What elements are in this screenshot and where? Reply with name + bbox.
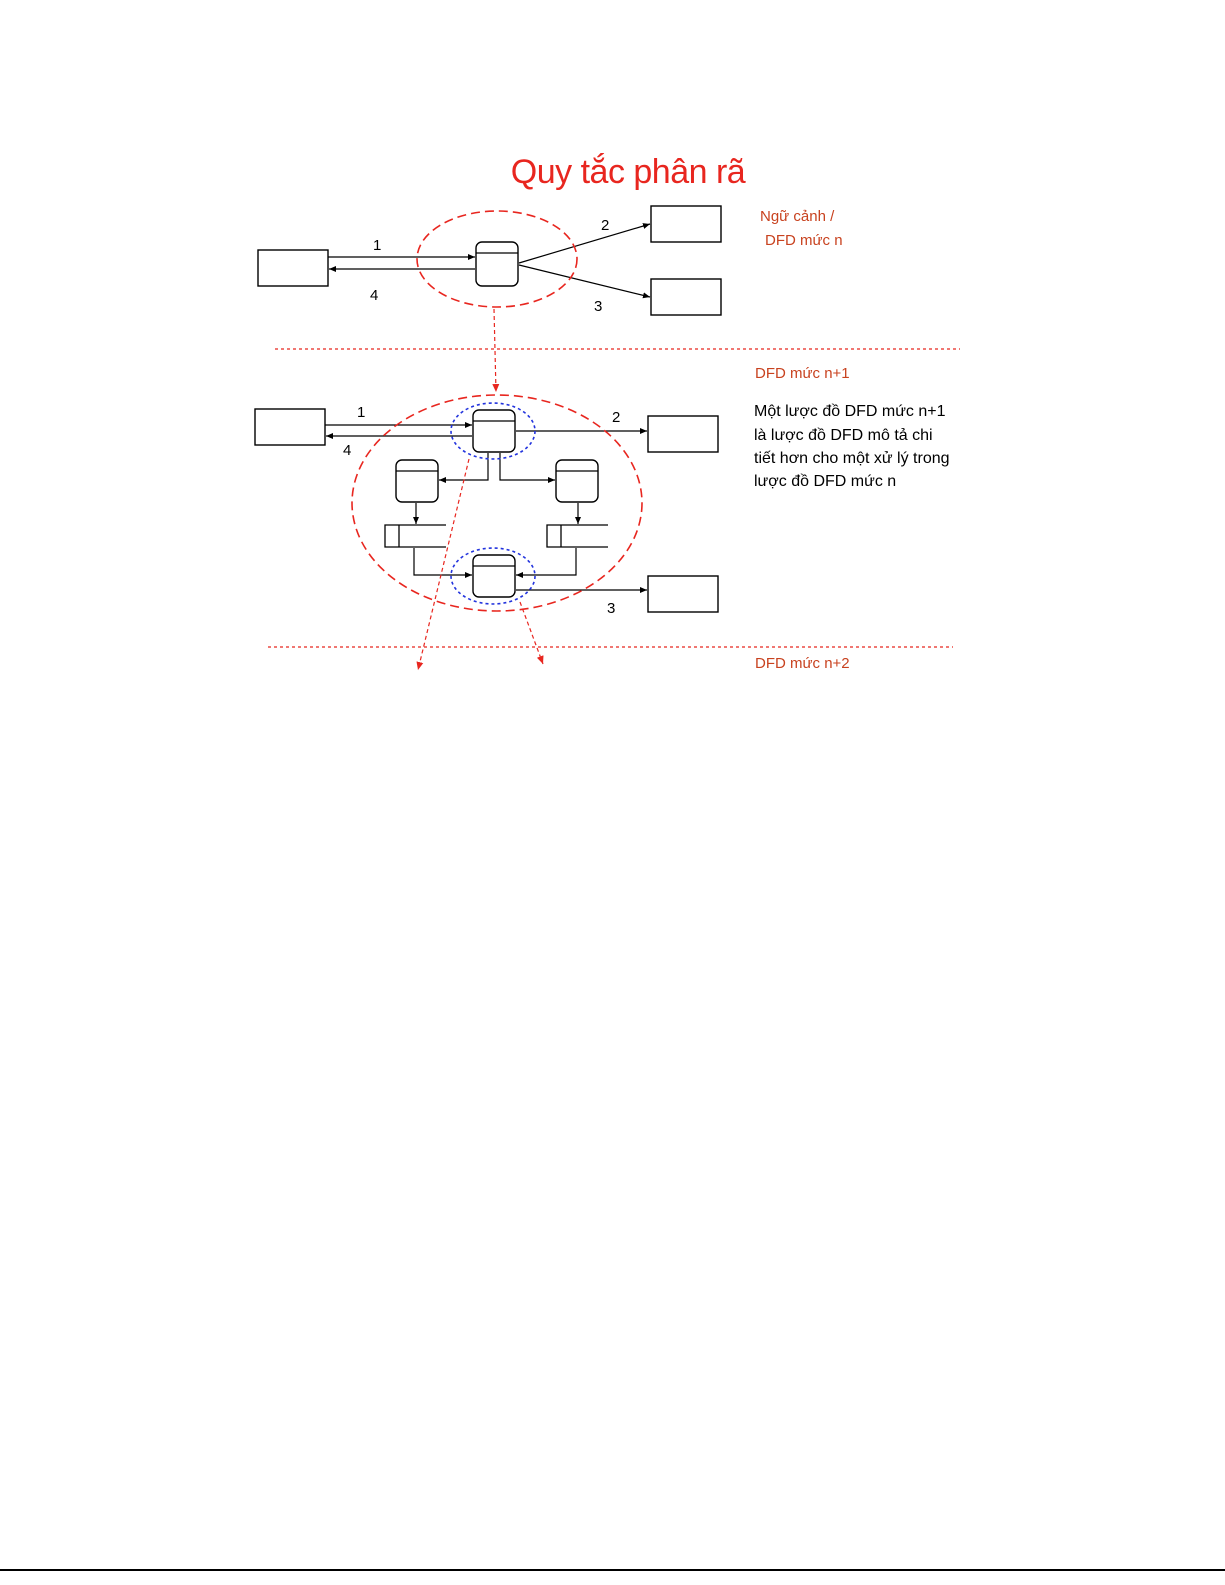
flow-label-3: 3 bbox=[607, 600, 616, 617]
external-entity-bottom-right bbox=[648, 576, 718, 612]
data-store-left bbox=[385, 525, 446, 547]
process-node-left bbox=[396, 460, 438, 502]
level-n1-label: DFD mức n+1 bbox=[755, 365, 850, 382]
flow-store-left-to-bottom bbox=[414, 548, 472, 575]
page-title: Quy tắc phân rã bbox=[510, 153, 746, 191]
data-store-right bbox=[547, 525, 608, 547]
process-node-right bbox=[556, 460, 598, 502]
external-entity-top-right bbox=[651, 206, 721, 242]
level-n2-label: DFD mức n+2 bbox=[755, 655, 850, 672]
external-entity-top-right bbox=[648, 416, 718, 452]
context-label-line2: DFD mức n bbox=[765, 232, 843, 249]
flow-3 bbox=[519, 265, 650, 297]
flow-label-2: 2 bbox=[601, 217, 610, 234]
flow-2 bbox=[519, 224, 650, 263]
description-block bbox=[754, 403, 950, 490]
external-entity-left bbox=[255, 409, 325, 445]
level-n-diagram bbox=[258, 206, 721, 315]
description-line: tiết hơn cho một xử lý trong bbox=[754, 450, 950, 467]
context-label-line1: Ngữ cảnh / bbox=[760, 208, 835, 225]
flow-label-4: 4 bbox=[343, 442, 352, 459]
process-node-top bbox=[473, 410, 515, 452]
flow-store-right-to-bottom bbox=[516, 548, 576, 575]
decompose-arrow-right bbox=[520, 602, 543, 664]
decompose-arrow bbox=[494, 309, 496, 392]
description-line: Một lược đồ DFD mức n+1 bbox=[754, 403, 946, 420]
flow-label-1: 1 bbox=[373, 237, 382, 254]
process-node bbox=[476, 242, 518, 286]
page-bottom-border bbox=[0, 1569, 1225, 1571]
description-line: lược đồ DFD mức n bbox=[754, 473, 897, 490]
flow-label-3: 3 bbox=[594, 298, 603, 315]
external-entity-bottom-right bbox=[651, 279, 721, 315]
flow-label-4: 4 bbox=[370, 287, 379, 304]
flow-top-to-right bbox=[500, 453, 555, 480]
flow-label-1: 1 bbox=[357, 404, 366, 421]
process-node-bottom bbox=[473, 555, 515, 597]
description-line: là lược đồ DFD mô tả chi bbox=[754, 427, 933, 444]
flow-label-2: 2 bbox=[612, 409, 621, 426]
level-n1-diagram bbox=[255, 395, 718, 670]
external-entity-left bbox=[258, 250, 328, 286]
